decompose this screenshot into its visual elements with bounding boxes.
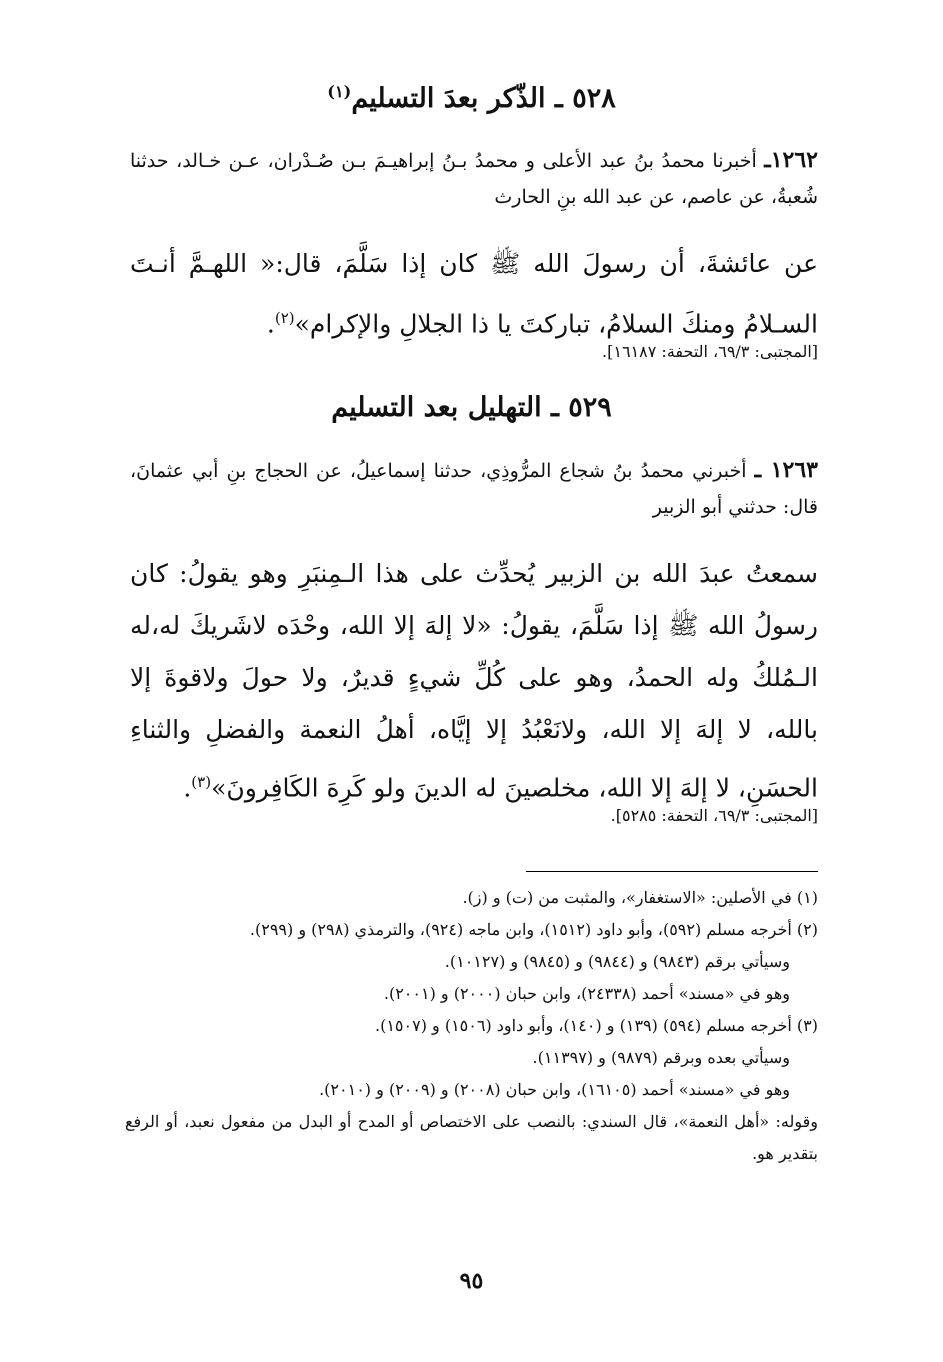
footnote: (٣) أخرجه مسلم (٥٩٤) (١٣٩) و (١٤٠)، وأبو داود (١٥٠٦) و (١٥٠٧). [374, 1016, 818, 1035]
footnote: (٢) أخرجه مسلم (٥٩٢)، وأبو داود (١٥١٢)، وابن ماجه (٩٢٤)، والترمذي (٢٩٨) و (٢٩٩). [249, 920, 818, 939]
reference-text: [المجتبى: ٦٩/٣، التحفة: ٥٢٨٥]. [610, 806, 818, 825]
hadith-reference [130, 342, 818, 361]
hadith-reference [130, 806, 818, 825]
hadith-isnad [130, 142, 818, 215]
footnote: وهو في «مسند» أحمد (١٦١٠٥)، وابن حبان (٢٠٠٨) و (٢٠٠٩) و (٢٠١٠). [319, 1080, 790, 1099]
footnotes [125, 882, 818, 1170]
footnote-marker: (٢) [274, 309, 295, 327]
hadith-isnad [130, 452, 818, 525]
footnote: (١) في الأصلين: «الاستغفار»، والمثبت من (ت) و (ز). [462, 888, 818, 907]
hadith-number: ١٢٦٣ ـ [754, 457, 818, 483]
footnote: وسيأتي برقم (٩٨٤٣) و (٩٨٤٤) و (٩٨٤٥) و (١٠١٢٧). [444, 952, 790, 971]
footnote-marker: (١) [327, 82, 352, 101]
section-heading-text: ٥٢٨ ـ الذّكر بعدَ التسليم [351, 83, 616, 114]
section-heading [0, 392, 943, 423]
footnote: وسيأتي بعده وبرقم (٩٨٧٩) و (١١٣٩٧). [532, 1048, 790, 1067]
matn-text: عن عائشةَ، أن رسولَ الله ﷺ كان إذا سَلَّمَ، قال:« اللهـمَّ أنـتَ السـلامُ ومنكَ السلامُ، تباركتَ يا ذا الجلالِ والإكرام» [130, 249, 818, 339]
footnote: وهو في «مسند» أحمد (٢٤٣٣٨)، وابن حبان (٢٠٠٠) و (٢٠٠١). [383, 984, 790, 1003]
matn-text: سمعتُ عبدَ الله بن الزبير يُحدِّث على هذا الـمِنبَرِ وهو يقولُ: كان رسولُ الله ﷺ إذا سَلَّمَ، يقولُ: «لا إلهَ إلا الله، وحْدَه لاشَريكَ له،له الـمُلكُ وله الحمدُ، وهو على كُلِّ شيءٍ قديرٌ، ولا حولَ ولاقوةَ إلا بالله، لا إلهَ إلا الله، ولانَعْبُدُ إلا إيَّاه، أهلُ النعمة والفضلِ والثناءِ الحسَنِ، لا إلهَ إلا الله، مخلصينَ له الدينَ ولو كَرِهَ الكَافِرونَ» [130, 559, 818, 803]
footnote-separator [526, 871, 818, 872]
footnote: وقوله: «أهل النعمة»، قال السندي: بالنصب على الاختصاص أو المدح أو البدل من مفعول نعبد، أو الرفع بتقدير هو. [125, 1112, 818, 1163]
hadith-number: ١٢٦٢ـ [764, 147, 818, 173]
isnad-text: أخبرنا محمدُ بنُ عبد الأعلى و محمدُ بـنُ إبراهيـمَ بـن صُـدْران، عـن خـالد، حدثنا شُعبةُ، عن عاصم، عن عبد الله بنِ الحارث [130, 150, 818, 208]
hadith-matn: عن عائشةَ، أن رسولَ الله ﷺ كان إذا سَلَّمَ، قال:« اللهـمَّ أنـتَ السـلامُ ومنكَ السلامُ، تباركتَ يا ذا الجلالِ والإكرام»$^{(٢)}$. [130, 249, 818, 339]
reference-text: [المجتبى: ٦٩/٣، التحفة: ١٦١٨٧]. [602, 342, 818, 361]
isnad-text: أخبرني محمدُ بنُ شجاع المرُّوذِي، حدثنا إسماعيلُ، عن الحجاج بنِ أبي عثمانَ، قال: حدثني أبو الزبير [130, 460, 818, 518]
hadith-matn: سمعتُ عبدَ الله بن الزبير يُحدِّث على هذا الـمِنبَرِ وهو يقولُ: كان رسولُ الله ﷺ إذا سَلَّمَ، يقولُ: «لا إلهَ إلا الله، وحْدَه لاشَريكَ له،له الـمُلكُ وله الحمدُ، وهو على كُلِّ شيءٍ قديرٌ، ولا حولَ ولاقوةَ إلا بالله، لا إلهَ إلا الله، ولانَعْبُدُ إلا إيَّاه، أهلُ النعمة والفضلِ والثناءِ الحسَنِ، لا إلهَ إلا الله، مخلصينَ له الدينَ ولو كَرِهَ الكَافِرونَ»$^{(٣)}$. [130, 559, 818, 803]
footnote-marker: (٣) [191, 773, 212, 791]
page-number: ٩٥ [459, 1268, 484, 1294]
section-heading [0, 82, 943, 114]
section-heading-text: ٥٢٩ ـ التهليل بعد التسليم [331, 392, 612, 423]
